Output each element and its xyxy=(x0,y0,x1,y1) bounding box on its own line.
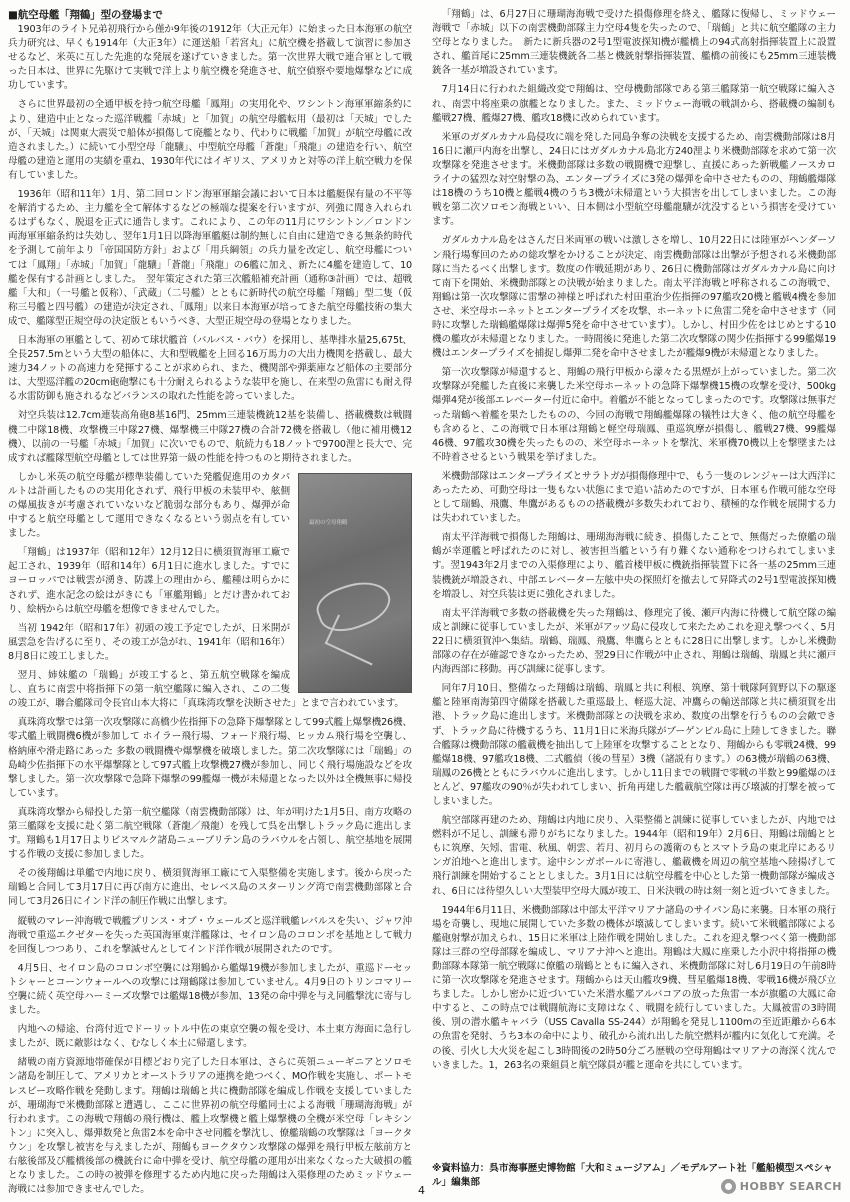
paragraph: 第一次攻撃隊が帰還すると、翔鶴の飛行甲板から濛々たる黒煙が上がっていました。第二次攻撃隊が発艦した直後に来襲した米空母ホーネットの急降下爆撃機15機の攻撃を受け、500kg爆弾4発が後部エレベーター付近に命中。着艦が不能となってしまったのです。攻撃隊は無事だった瑞鶴へ着艦を果たしたものの、今回の海戦で翔鶴艦爆隊の犠牲は大きく、他の航空母艦をも含めると、この海戦で日本軍は翔鶴と軽空母瑞鳳、重巡筑摩が損傷し、艦戦27機、99艦爆46機、97艦攻30機を失ったものの、米空母ホーネットを撃沈、米軍機70機以上を撃墜または不時着させるという戦果を挙げました。 xyxy=(432,367,836,463)
paragraph: 4月5日、セイロン島のコロンボ空襲には翔鶴から艦爆19機が参加しましたが、重巡ドーセットシャーとコーンウォールへの攻撃には翔鶴隊は参加していません。4月9日のトリンコマリー空襲に続く英空母ハーミーズ攻撃では艦爆18機が参加、13発の命中弾を与え同艦撃沈に寄与しました。 xyxy=(8,962,412,1017)
paragraph: 内地への帰途、台湾付近でドーリットル中佐の東京空襲の報を受け、本土東方海面に急行しましたが、既に敵影はなく、むなしく本土に帰還します。 xyxy=(8,1024,412,1050)
paragraph: 7月14日に行われた組織改変で翔鶴は、空母機動部隊である第三艦隊第一航空戦隊に編入され、南雲中将座乗の旗艦となりました。また、ミッドウェー海戦の戦訓から、搭載機の編制も艦戦27機、艦爆27機、艦攻18機に改められています。 xyxy=(432,84,836,124)
section-heading: ■航空母艦「翔鶴」型の登場まで xyxy=(8,9,163,21)
paragraph: 1936年（昭和11年）1月、第二回ロンドン海軍軍縮会議において日本は艦艇保有量の不平等を解消するため、主力艦を全て解体するなどの極端な提案を行いますが、列強に聞き入れられるはずもなく、脱退を正式に通告します。これにより、この年の11月にワシントン／ロンドン両海軍軍縮条約は失効し、翌年1月1日以降海軍艦艇は制約無しに自由に建造できる無条約時代を予測して前年より「帝国国防方針」および「用兵綱領」の兵力量を改定し、航空母艦については「鳳翔」「赤城」「加賀」「龍驤」「蒼龍」「飛龍」の6艦に加え、新たに4艦を建造して、10艦を保有する計画としました。 翌年策定された第三次艦船補充計画（通称③計画）では、超戦艦「大和」（一号艦と仮称）、「武蔵」（二号艦）とともに新時代の航空母艦「翔鶴」型二隻（仮称三号艦と四号艦）の建造が決定され、「鳳翔」以来日本海軍が培ってきた航空母艦技術の集大成で、艦隊型正規空母の決定版ともいうべき、大型正規空母の登場となりました。 xyxy=(8,189,412,327)
page-number: 4 xyxy=(418,1184,425,1197)
paragraph: 真珠湾攻撃から帰投した第一航空艦隊（南雲機動部隊）は、年が明けた1月5日、南方攻略の第三艦隊を支援に赴く第二航空戦隊（蒼龍／飛龍）を残して呉を出撃しトラック島に進出します。翔鶴も1月17日よりビスマルク諸島ニューブリテン島のラバウルを占領し、航空基地を展開する作戦の支援に参加しました。 xyxy=(8,806,412,861)
left-column xyxy=(8,8,412,1202)
right-column xyxy=(432,8,836,1078)
paragraph: 1944年6月11日、米機動部隊は中部太平洋マリアナ諸島のサイパン島に来襲。日本軍の飛行場を奇襲し、現地に展開していた多数の機体が壊滅してしまいます。続いて米戦艦部隊による艦砲射撃が加えられ、15日に米軍は上陸作戦を開始しました。これを迎え撃つべく第一機動部隊は三群の空母部隊を編成し、マリアナ沖へと進出。翔鶴は大鳳に座乗した小沢中将指揮の機動部隊本隊第一航空戦隊に僚艦の瑞鶴とともに編入され、米機動部隊に対し6月19日の午前8時に第一次攻撃隊を発進させます。翔鶴からは天山艦攻9機、彗星艦爆18機、零戦16機が飛び立ちました。しかし密かに近づいていた米潜水艦アルバコアの放った魚雷一本が旗艦の大鳳に命中すると、この時点では戦闘航海に支障はなく、戦闘を続行していました。大鳳被雷の3時間後、別の潜水艦キャバラ（USS Cavalla SS-244）が翔鶴を発見し1100mの至近距離から6本の魚雷を発射、うち3本の命中により、破孔から流れ出した航空燃料が艦内に気化して充満。その後、引火し大火災を起こし3時間後の2時50分ごろ歴戦の空母翔鶴はマリアナの海深く沈んでいきました。1，263名の乗組員と航空隊員が艦と運命を共にしています。 xyxy=(432,904,836,1071)
paragraph: 南太平洋海戦で損傷した翔鶴は、珊瑚海海戦に続き、損傷したことで、無傷だった僚艦の瑞鶴が幸運艦と呼ばれたのに対し、被害担当艦という有り難くない通称をつけられてしまいます。翌1943年2月までの入渠修理により、艦首楼甲板に機銃指揮装置下に各一基の25mm三連装機銃が増設され、中部エレベーター左舷中央の探照灯を撤去して昇降式の2号1型電波探知機を増設し、対空兵装は更に強化されました。 xyxy=(432,532,836,600)
paragraph: 米機動部隊はエンタープライズとサラトガが損傷修理中で、もう一隻のレンジャーは大西洋にあったため、可動空母は一隻もない状態にまで追い詰めたのですが、日本軍も作戦可能な空母として瑞鶴、飛鷹、隼鷹があるものの搭載機が多数失われており、積極的な作戦を展開する力は失われていました。 xyxy=(432,470,836,525)
hobby-search-logo-icon xyxy=(721,1179,736,1194)
paragraph: 同年7月10日、整備なった翔鶴は瑞鶴、瑞鳳と共に利根、筑摩、第十戦隊阿賀野以下の駆逐艦と陸軍南海第四守備隊を搭載した重巡最上、軽巡大淀、冲鷹らの輸送部隊と共に横須賀を出港、トラック島に進出します。米機動部隊との決戦を求め、数度の出撃を行うものの会敵できず、トラック島に待機するうち、11月1日に米海兵隊がブーゲンビル島に上陸してきました。聯合艦隊は機動部隊の艦載機を抽出して上陸軍を攻撃することとなり、翔鶴からも零戦24機、99艦爆18機、97艦攻18機、二式艦偵（後の彗星）3機（諸説有ります。）の63機が瑞鶴の63機、瑞鳳の26機とともにラバウルに進出します。しかし11日までの戦闘で零戦の半数と99艦爆のほとんど、97艦攻の90％が失われてしまい、折角再建した艦載航空隊は再び壊滅的打撃を被ってしまいました。 xyxy=(432,683,836,807)
paragraph: 米軍のガダルカナル島侵攻に端を発した同島争奪の決戦を支援するため、南雲機動部隊は8月16日に瀬戸内海を出撃し、24日にはガダルカナル島北方240浬より米機動部隊を求めて第一次攻撃隊を発進させます。米機動部隊は多数の戦闘機で迎撃し、直援にあった新戦艦ノースカロライナの猛烈な対空射撃の為、エンタープライズに3発の爆弾を命中させたものの、翔鶴艦爆隊は18機のうち10機と艦戦4機のうち3機が未帰還という大損害を出してしまいました。この海戦を第二次ソロモン海戦といい、日本側は小型航空母艦龍驤が沈没するという損害を受けています。 xyxy=(432,131,836,228)
postcard-photo xyxy=(298,473,412,693)
watermark xyxy=(721,1179,842,1194)
paragraph: 航空部隊再建のため、翔鶴は内地に戻り、入渠整備と訓練に従事していましたが、内地では燃料が不足し、訓練も滞りがちになりました。1944年（昭和19年）2月6日、翔鶴は瑞鶴とともに筑摩、矢矧、雷電、秋風、朝雲、若月、初月らの護衛のもとスマトラ島の東北岸にあるリンガ泊地へと進出します。途中シンガポールに寄港し、艦載機を周辺の航空基地へ陸揚げして飛行訓練を開始することとしました。3月1日には航空母艦を中心とした第一機動部隊が編成され、6日には待望久しい大型装甲空母大鳳が竣工、日米決戦の時は刻一刻と近づいてきました。 xyxy=(432,815,836,897)
paragraph: 縦戦のマレー沖海戦で戦艦プリンス・オブ・ウェールズと巡洋戦艦レパルスを失い、ジャワ沖海戦で重巡エクゼターを失った英国海軍東洋艦隊は、セイロン島のコロンボを基地として戦力を回復しつつあり、これを撃滅せんとしてインド洋作戦が展開されたのです。 xyxy=(8,915,412,955)
photo-caption: 最初の空母翔鶴 xyxy=(309,519,348,526)
paragraph: 「翔鶴」は1937年（昭和12年）12月12日に横須賀海軍工廠で起工され、1939年（昭和14年）6月1日に進水しました。すでにヨーロッパでは戦雲が湧き、防諜上の理由から、艦種は明らかにされず、進水記念の絵はがきにも「軍艦翔鶴」とだけ書かれており、絵柄からは航空母艦を想像できませんでした。 xyxy=(8,547,290,615)
paragraph: 翌月、姉妹艦の「瑞鶴」が竣工すると、第五航空戦隊を編成し、直ちに南雲中将指揮下の第一航空艦隊に編入され、この二隻の竣工が、聯合艦隊司令長官山本大将に「真珠湾攻撃を決断させた」とまで言われています。 xyxy=(8,670,404,710)
paragraph: 緒戦の南方資源地帯確保が目標どおり完了した日本軍は、さらに英領ニューギニアとソロモン諸島を制圧して、アメリカとオーストラリアの連携を絶つべく、MO作戦を実施し、ポートモレスビー攻略作戦を発動します。翔鶴は瑞鶴と共に機動部隊を編成し作戦を支援していましたが、珊瑚海で米機動部隊と遭遇し、ここに世界初の航空母艦同士による海戦「珊瑚海海戦」が行われます。この海戦で翔鶴の飛行機は、艦上攻撃機と艦上爆撃機の全機が米空母「レキシントン」に突入し、爆弾数発と魚雷2本を命中させ同艦を撃沈し、僚艦瑞鶴の攻撃隊は「ヨークタウン」を攻撃し被害を与えましたが、翔鶴もヨークタウン攻撃隊の爆弾を飛行甲板左舷前方と右舷後部及び艦橋後部の機銃台に命中弾を受け、航空母艦の運用が出来なくなった大破損の艦となりました。この時の被弾を修理するため内地に戻った翔鶴は入渠修理のためミッドウェー海戦には参加できませんでした。 xyxy=(8,1057,412,1196)
paragraph: 「翔鶴」は、6月27日に珊瑚海海戦で受けた損傷修理を終え、艦隊に復帰し、ミッドウェー海戦で「赤城」以下の南雲機動部隊主力空母4隻を失ったので、「瑞鶴」と共に航空艦隊の主力空母となりました。 新たに新兵器の2号1型電波探知機が艦橋上の94式高射指揮装置上に設置され、艦首尾に25mm三連装機銃各二基と機銃射撃指揮装置、艦橋の前後にも25mm三連装機銃各一基が増設されています。 xyxy=(432,9,836,77)
wing-illustration xyxy=(325,614,386,665)
paragraph: 真珠湾攻撃では第一次攻撃隊に高橋少佐指揮下の急降下爆撃隊として99式艦上爆撃機26機、零式艦上戦闘機6機が参加して ホイラー飛行場、フォード飛行場、ヒッカム飛行場を空襲し、格納庫や滑走路にあった 多数の戦闘機や爆撃機を破壊しました。第二次攻撃隊には「瑞鶴」の島崎少佐指揮下の水平爆撃隊として97式艦上攻撃機27機が参加し、同じく飛行場施設などを攻撃しました。第一次攻撃隊で急降下爆撃の99艦爆一機が未帰還となった以外は全機無事に帰投しています。 xyxy=(8,717,412,799)
paragraph: 対空兵装は12.7cm連装高角砲8基16門、25mm三連装機銃12基を装備し、搭載機数は戦闘機二中隊18機、攻撃機三中隊27機、爆撃機三中隊27機の合計72機を搭載し（他に補用機12機）、以前の一号艦「赤城」「加賀」に次いでもので、航続力も18ノットで9700浬と長大で、完成すれば艦隊型航空母艦としては世界第一級の性能を持つものと期待されました。 xyxy=(8,410,412,464)
paragraph: 当初 1942年（昭和17年）初頭の竣工予定でしたが、日米開が風雲急を告げるに至り、その竣工が急がれ、1941年（昭和16年）8月8日に竣工しました。 xyxy=(8,622,290,662)
paragraph: 1903年のライト兄弟初飛行から僅か9年後の1912年（大正元年）に始まった日本海軍の航空兵力研究は、早くも1914年（大正3年）に運送船「若宮丸」に航空機を搭載して演習に参加させるなど、米英に互した先進的な発展を遂げていきました。第一次世界大戦で連合軍として戦った日本は、世界に先駆けて実戦で洋上より航空機を発進させ、航空偵察や要地爆撃などに成功しています。 xyxy=(8,24,412,92)
paragraph: さらに世界最初の全通甲板を持つ航空母艦「鳳翔」の実用化や、ワシントン海軍軍縮条約により、建造中止となった巡洋戦艦「赤城」と「加賀」の航空母艦転用（最初は「天城」でしたが、「天城」は関東大震災で船体が損傷して廃艦となり、代わりに戦艦「加賀」が航空母艦に改造されました。）に続いて小型空母「龍驤」、中型航空母艦「蒼龍」「飛龍」の建造を行い、航空母艦の建造と運用の実績を重ね、1930年代にはイギリス、アメリカと対等の洋上航空戦力を保有していました。 xyxy=(8,99,412,181)
paragraph: ガダルカナル島をはさんだ日米両軍の戦いは激しさを増し、10月22日には陸軍がヘンダーソン飛行場奪回のための総攻撃をかけることが決定、南雲機動部隊は出撃が予想される米機動部隊に当たるべく出撃します。数度の作戦延期があり、26日に機動部隊はガダルカナル島に向けて南下を開始、米機動部隊との決戦が始まりました。南太平洋海戦と呼称されるこの海戦で、翔鶴は第一次攻撃隊に雷撃の神様と呼ばれた村田重治少佐指揮の97艦攻20機と艦戦4機を参加させ、米空母ホーネットとエンタープライズを攻撃、ホーネットに魚雷二発を命中させます（同時に攻撃した瑞鶴艦爆隊は爆弾5発を命中させています）。しかし、村田少佐をはじめとする10機の艦攻が未帰還となりました。一時間後に発進した第二次攻撃隊の関少佐指揮する99艦爆19機はエンタープライズを捕捉し爆弾二発を命中させましたが艦爆9機が未帰還となりました。 xyxy=(432,235,836,360)
watermark-text: HOBBY SEARCH xyxy=(739,1180,842,1193)
paragraph: 南太平洋海戦で多数の搭載機を失った翔鶴は、修理完了後、瀬戸内海に待機して航空隊の編成と訓練に従事していましたが、米軍がアッツ島に侵攻して来たためこれを迎え撃つべく、5月22日に横須賀沖へ集結。瑞鶴、瑞鳳、飛鷹、隼鷹らとともに28日に出撃します。しかし米機動部隊の存在が確認できなかったため、翌29日に作戦が中止され、翔鶴は瑞鶴、瑞鳳と共に瀬戸内海西部に移動。再び訓練に従事します。 xyxy=(432,607,836,676)
paragraph: しかし米英の航空母艦が標準装備していた発艦促進用のカタパルトは計画したものの実用化されず、飛行甲板の未装甲や、舷側の爆風抜きが考慮されていないなど脆弱な部分もあり、爆弾が命中すると航空母艦として運用できなくなるという弱点を有していました。 xyxy=(8,471,290,540)
source-credit: ※資料協力：呉市海事歴史博物館「大和ミュージアム」／モデルアート社「艦船模型スペシャル」編集部 xyxy=(432,1163,833,1188)
paragraph: 日本海軍の軍艦として、初めて球状艦首（バルバス・バウ）を採用し、基準排水量25,675t、全長257.5mという大型の船体に、大和型戦艦を上回る16万馬力の大出力機関を搭載し、最大速力34ノットの高速力を発揮することが求められ、また、機関部や弾薬庫など船体の主要部分は、大型巡洋艦の20cm砲砲撃にも十分耐えられるような装甲を施し、在来型の魚雷にも耐え得る水雷防御も施されるなどバランスの取れた性能を誇っていました。 xyxy=(8,334,412,403)
paragraph: その後翔鶴は単艦で内地に戻り、横須賀海軍工廠にて入渠整備を実施します。後から戻った瑞鶴と合同して3月17日に再び南方に進出、セレベス島のスターリング湾で南雲機動部隊と合同して3月26日にインド洋の制圧作戦に出撃します。 xyxy=(8,868,412,908)
